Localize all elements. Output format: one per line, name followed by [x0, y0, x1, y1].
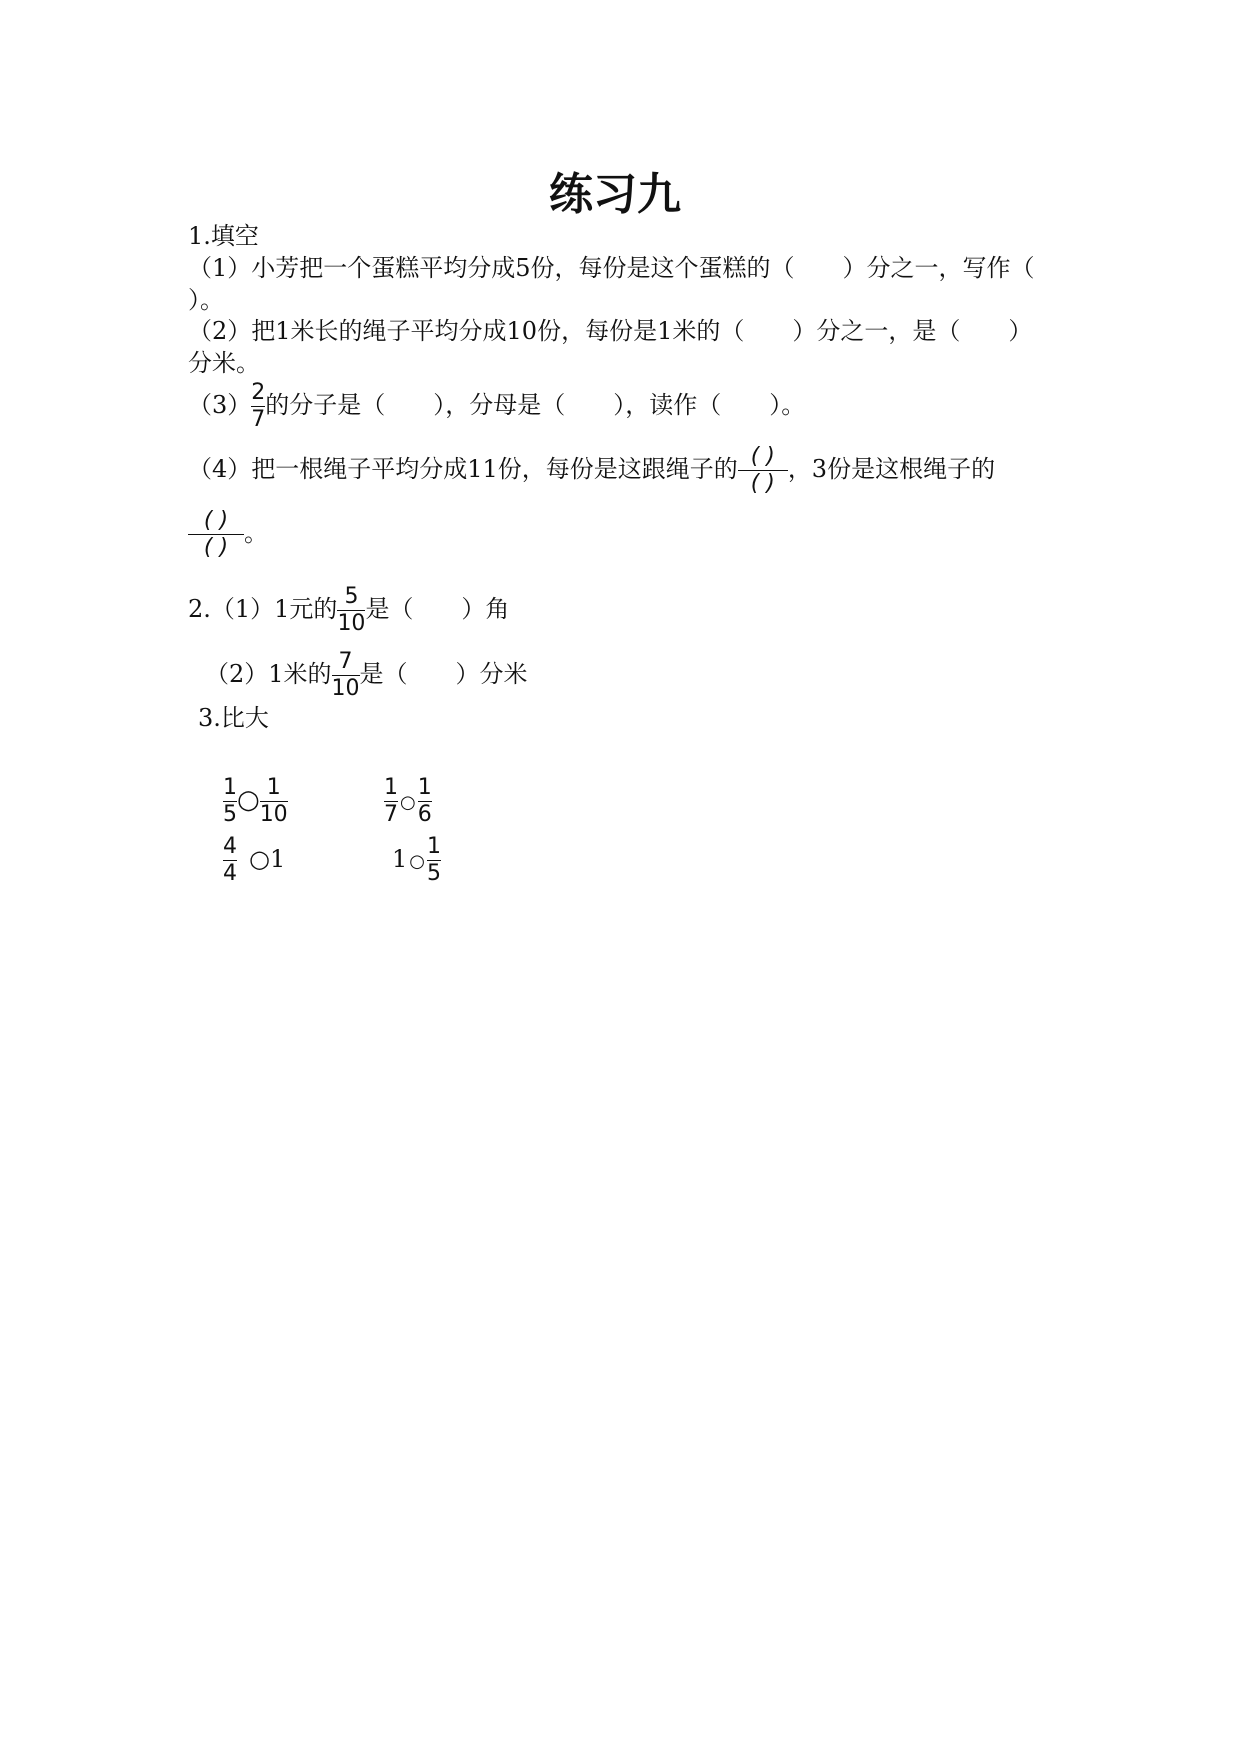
compare-circle: ○	[409, 851, 425, 872]
q1-p3-suffix: 的分子是（ ），分母是（ ），读作（ ）。	[265, 391, 806, 419]
numerator: 7	[338, 649, 353, 674]
blank-numerator: ( )	[750, 444, 775, 469]
q2-p2	[205, 650, 528, 701]
denominator: 5	[427, 861, 441, 886]
q1-p4-text-b: ，3份是这根绳子的	[787, 455, 996, 483]
q1-heading: 1.填空	[188, 222, 259, 250]
compare-circle: ○	[400, 792, 416, 813]
fraction	[337, 585, 365, 636]
numerator: 1	[417, 775, 432, 800]
compare-item-1	[223, 776, 288, 827]
q1-p4-text-a: （4）把一根绳子平均分成11份，每份是这跟绳子的	[188, 455, 738, 483]
numerator: 2	[251, 380, 266, 405]
blank-denominator: ( )	[203, 535, 229, 560]
denominator: 10	[259, 802, 288, 827]
q2-p2-suffix: 是（ ）分米	[359, 660, 528, 688]
q1-p1-line1: （1）小芳把一个蛋糕平均分成5份，每份是这个蛋糕的（ ）分之一，写作（	[188, 254, 1035, 282]
q1-p2-line1: （2）把1米长的绳子平均分成10份，每份是1米的（ ）分之一，是（ ）	[188, 317, 1033, 345]
q1-p4-end	[188, 509, 268, 560]
compare-item-3	[223, 835, 285, 886]
q1-p1-line2: ）。	[188, 286, 224, 314]
right-value: 1	[269, 845, 286, 873]
q1-p3-prefix: （3）	[188, 391, 252, 419]
fraction	[427, 835, 441, 886]
q2-p1-prefix: 2.（1）1元的	[188, 595, 338, 623]
q1-p3	[188, 381, 805, 432]
numerator: 1	[223, 775, 237, 800]
denominator: 10	[337, 611, 366, 636]
period: 。	[244, 519, 268, 547]
fraction	[251, 381, 265, 432]
q3-heading: 3.比大	[198, 704, 269, 732]
blank-fraction	[188, 509, 244, 560]
denominator: 4	[223, 861, 237, 886]
fraction	[418, 776, 432, 827]
page-title: 练习九	[549, 169, 681, 220]
compare-item-2	[384, 776, 432, 827]
blank-denominator: ( )	[750, 471, 775, 496]
denominator: 5	[223, 802, 237, 827]
blank-numerator: ( )	[203, 508, 229, 533]
compare-circle: ○	[249, 845, 270, 873]
fraction	[260, 776, 288, 827]
q2-p2-prefix: （2）1米的	[205, 660, 332, 688]
fraction	[384, 776, 398, 827]
fraction	[332, 650, 360, 701]
numerator: 4	[223, 834, 237, 859]
q1-p2-line2: 分米。	[188, 349, 260, 377]
denominator: 7	[384, 802, 398, 827]
fraction	[223, 776, 237, 827]
q2-p1	[188, 585, 509, 636]
q1-p4	[188, 445, 995, 496]
compare-item-4	[392, 835, 441, 886]
blank-fraction	[738, 445, 788, 496]
compare-circle: ○	[237, 785, 260, 815]
denominator: 6	[417, 802, 432, 827]
fraction	[223, 835, 237, 886]
q2-p1-suffix: 是（ ）角	[365, 595, 510, 623]
numerator: 5	[344, 584, 359, 609]
denominator: 10	[331, 676, 360, 701]
numerator: 1	[384, 775, 398, 800]
numerator: 1	[427, 834, 441, 859]
numerator: 1	[266, 775, 281, 800]
denominator: 7	[251, 407, 266, 432]
left-value: 1	[392, 845, 408, 873]
